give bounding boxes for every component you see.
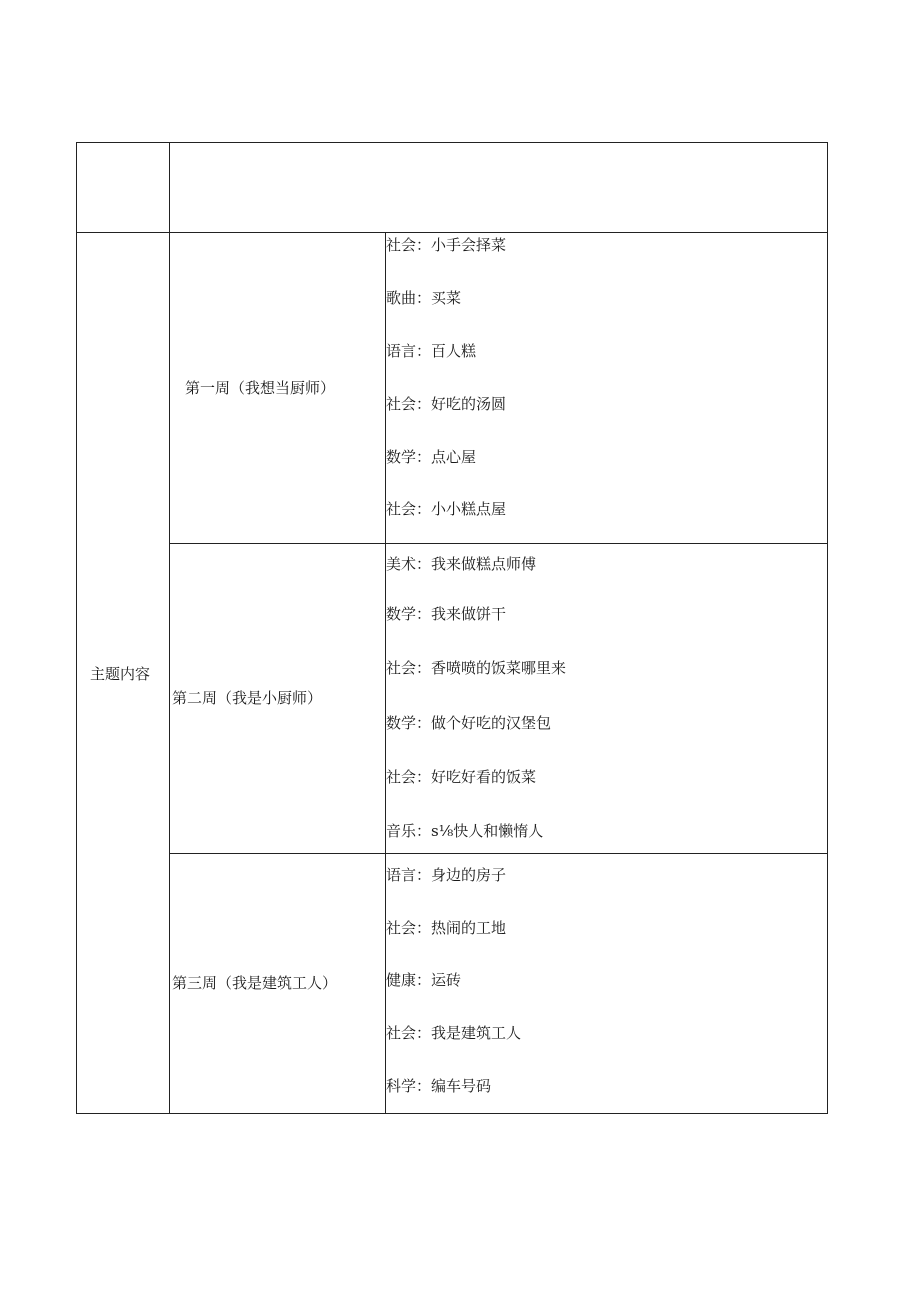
- week-3-activity: 健康：运砖: [386, 971, 462, 989]
- week-2-activity: 音乐：s⅛快人和懒惰人: [386, 822, 544, 840]
- table-border-bottom: [76, 1113, 828, 1114]
- week-2-activity: 数学：我来做饼干: [386, 605, 507, 623]
- table-border-top: [76, 142, 828, 143]
- week-3-activity: 语言：身边的房子: [386, 866, 507, 884]
- week-1-activity: 社会：好吃的汤圆: [386, 395, 507, 413]
- row-header-divider: [169, 142, 170, 1114]
- week-1-activity: 歌曲：买菜: [386, 289, 462, 307]
- week-3-activity: 社会：热闹的工地: [386, 919, 507, 937]
- week-2-activity: 美术：我来做糕点师傅: [386, 555, 537, 573]
- week-1-activity: 语言：百人糕: [386, 342, 477, 360]
- theme-table: [76, 142, 828, 1114]
- week-2-title: 第二周（我是小厨师）: [172, 689, 323, 707]
- week-3-activity: 社会：我是建筑工人: [386, 1024, 522, 1042]
- row-header-label: 主题内容: [90, 665, 151, 683]
- week-3-activity: 科学：编车号码: [386, 1077, 492, 1095]
- week-1-activity: 社会：小小糕点屋: [386, 500, 507, 518]
- table-border-left: [76, 142, 77, 1114]
- table-border-right: [827, 142, 828, 1114]
- week-1-title: 第一周（我想当厨师）: [185, 379, 336, 397]
- week-1-divider: [169, 543, 828, 544]
- header-row-divider: [76, 232, 828, 233]
- week-2-divider: [169, 853, 828, 854]
- week-2-activity: 数学：做个好吃的汉堡包: [386, 714, 552, 732]
- week-1-activity: 数学：点心屋: [386, 448, 477, 466]
- week-1-activity: 社会：小手会择菜: [386, 236, 507, 254]
- week-2-activity: 社会：香喷喷的饭菜哪里来: [386, 659, 567, 677]
- week-2-activity: 社会：好吃好看的饭菜: [386, 768, 537, 786]
- week-3-title: 第三周（我是建筑工人）: [172, 974, 338, 992]
